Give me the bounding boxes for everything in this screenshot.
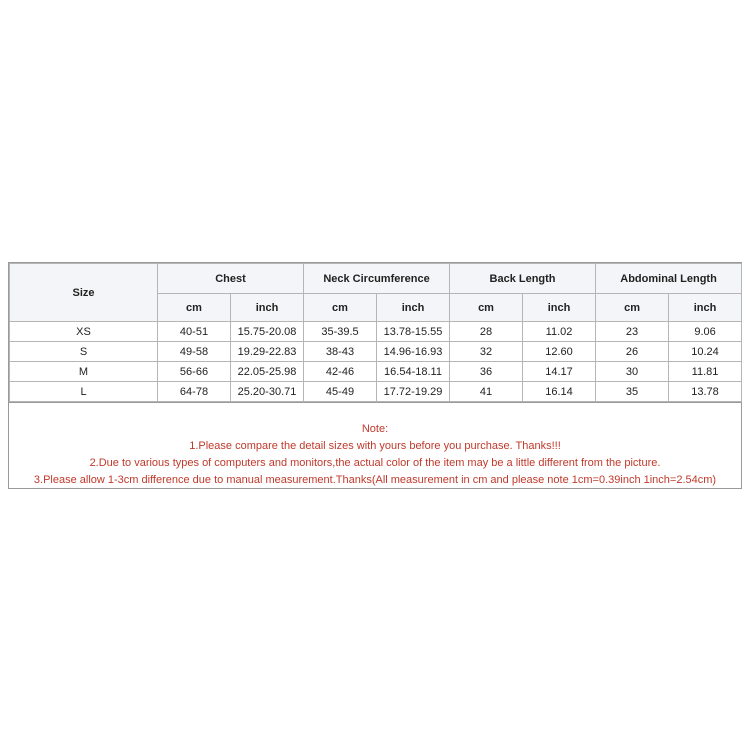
table-cell: 40-51 <box>158 322 231 342</box>
table-cell: 13.78 <box>669 382 742 402</box>
table-cell: 9.06 <box>669 322 742 342</box>
table-cell: 11.81 <box>669 362 742 382</box>
table-cell: 30 <box>596 362 669 382</box>
table-cell: 23 <box>596 322 669 342</box>
table-cell: 56-66 <box>158 362 231 382</box>
unit-header: inch <box>669 294 742 322</box>
table-cell: 14.96-16.93 <box>377 342 450 362</box>
table-cell: 10.24 <box>669 342 742 362</box>
table-cell: 42-46 <box>304 362 377 382</box>
unit-header: cm <box>450 294 523 322</box>
unit-header: cm <box>158 294 231 322</box>
unit-header: inch <box>377 294 450 322</box>
note-line: 1.Please compare the detail sizes with yours before you purchase. Thanks!!! <box>189 440 561 452</box>
table-row <box>10 382 742 402</box>
table-row <box>10 362 742 382</box>
table-cell: 16.54-18.11 <box>377 362 450 382</box>
size-chart <box>8 262 742 489</box>
abdominal-length-header: Abdominal Length <box>596 264 742 294</box>
table-cell: 26 <box>596 342 669 362</box>
table-cell: 19.29-22.83 <box>231 342 304 362</box>
size-cell: L <box>10 382 158 402</box>
size-table <box>9 263 742 402</box>
chest-header: Chest <box>158 264 304 294</box>
notes-section <box>9 402 741 488</box>
table-cell: 11.02 <box>523 322 596 342</box>
table-cell: 15.75-20.08 <box>231 322 304 342</box>
table-cell: 13.78-15.55 <box>377 322 450 342</box>
table-cell: 41 <box>450 382 523 402</box>
size-header: Size <box>10 264 158 322</box>
size-cell: XS <box>10 322 158 342</box>
table-cell: 35-39.5 <box>304 322 377 342</box>
note-line: 2.Due to various types of computers and monitors,the actual color of the item may be a little different from the picture. <box>89 457 661 469</box>
unit-header: cm <box>304 294 377 322</box>
note-title: Note: <box>361 423 389 435</box>
neck-circumference-header: Neck Circumference <box>304 264 450 294</box>
table-cell: 17.72-19.29 <box>377 382 450 402</box>
size-cell: M <box>10 362 158 382</box>
table-row <box>10 322 742 342</box>
table-cell: 14.17 <box>523 362 596 382</box>
note-line: 3.Please allow 1-3cm difference due to manual measurement.Thanks(All measurement in cm and please note 1cm=0.39inch 1inch=2.54cm) <box>33 474 717 486</box>
unit-header: inch <box>523 294 596 322</box>
table-cell: 35 <box>596 382 669 402</box>
table-cell: 45-49 <box>304 382 377 402</box>
table-cell: 38-43 <box>304 342 377 362</box>
table-cell: 64-78 <box>158 382 231 402</box>
unit-header: inch <box>231 294 304 322</box>
table-cell: 16.14 <box>523 382 596 402</box>
table-cell: 22.05-25.98 <box>231 362 304 382</box>
table-cell: 32 <box>450 342 523 362</box>
back-length-header: Back Length <box>450 264 596 294</box>
table-cell: 36 <box>450 362 523 382</box>
table-cell: 28 <box>450 322 523 342</box>
table-cell: 12.60 <box>523 342 596 362</box>
unit-header: cm <box>596 294 669 322</box>
table-cell: 49-58 <box>158 342 231 362</box>
table-row <box>10 342 742 362</box>
table-cell: 25.20-30.71 <box>231 382 304 402</box>
size-cell: S <box>10 342 158 362</box>
